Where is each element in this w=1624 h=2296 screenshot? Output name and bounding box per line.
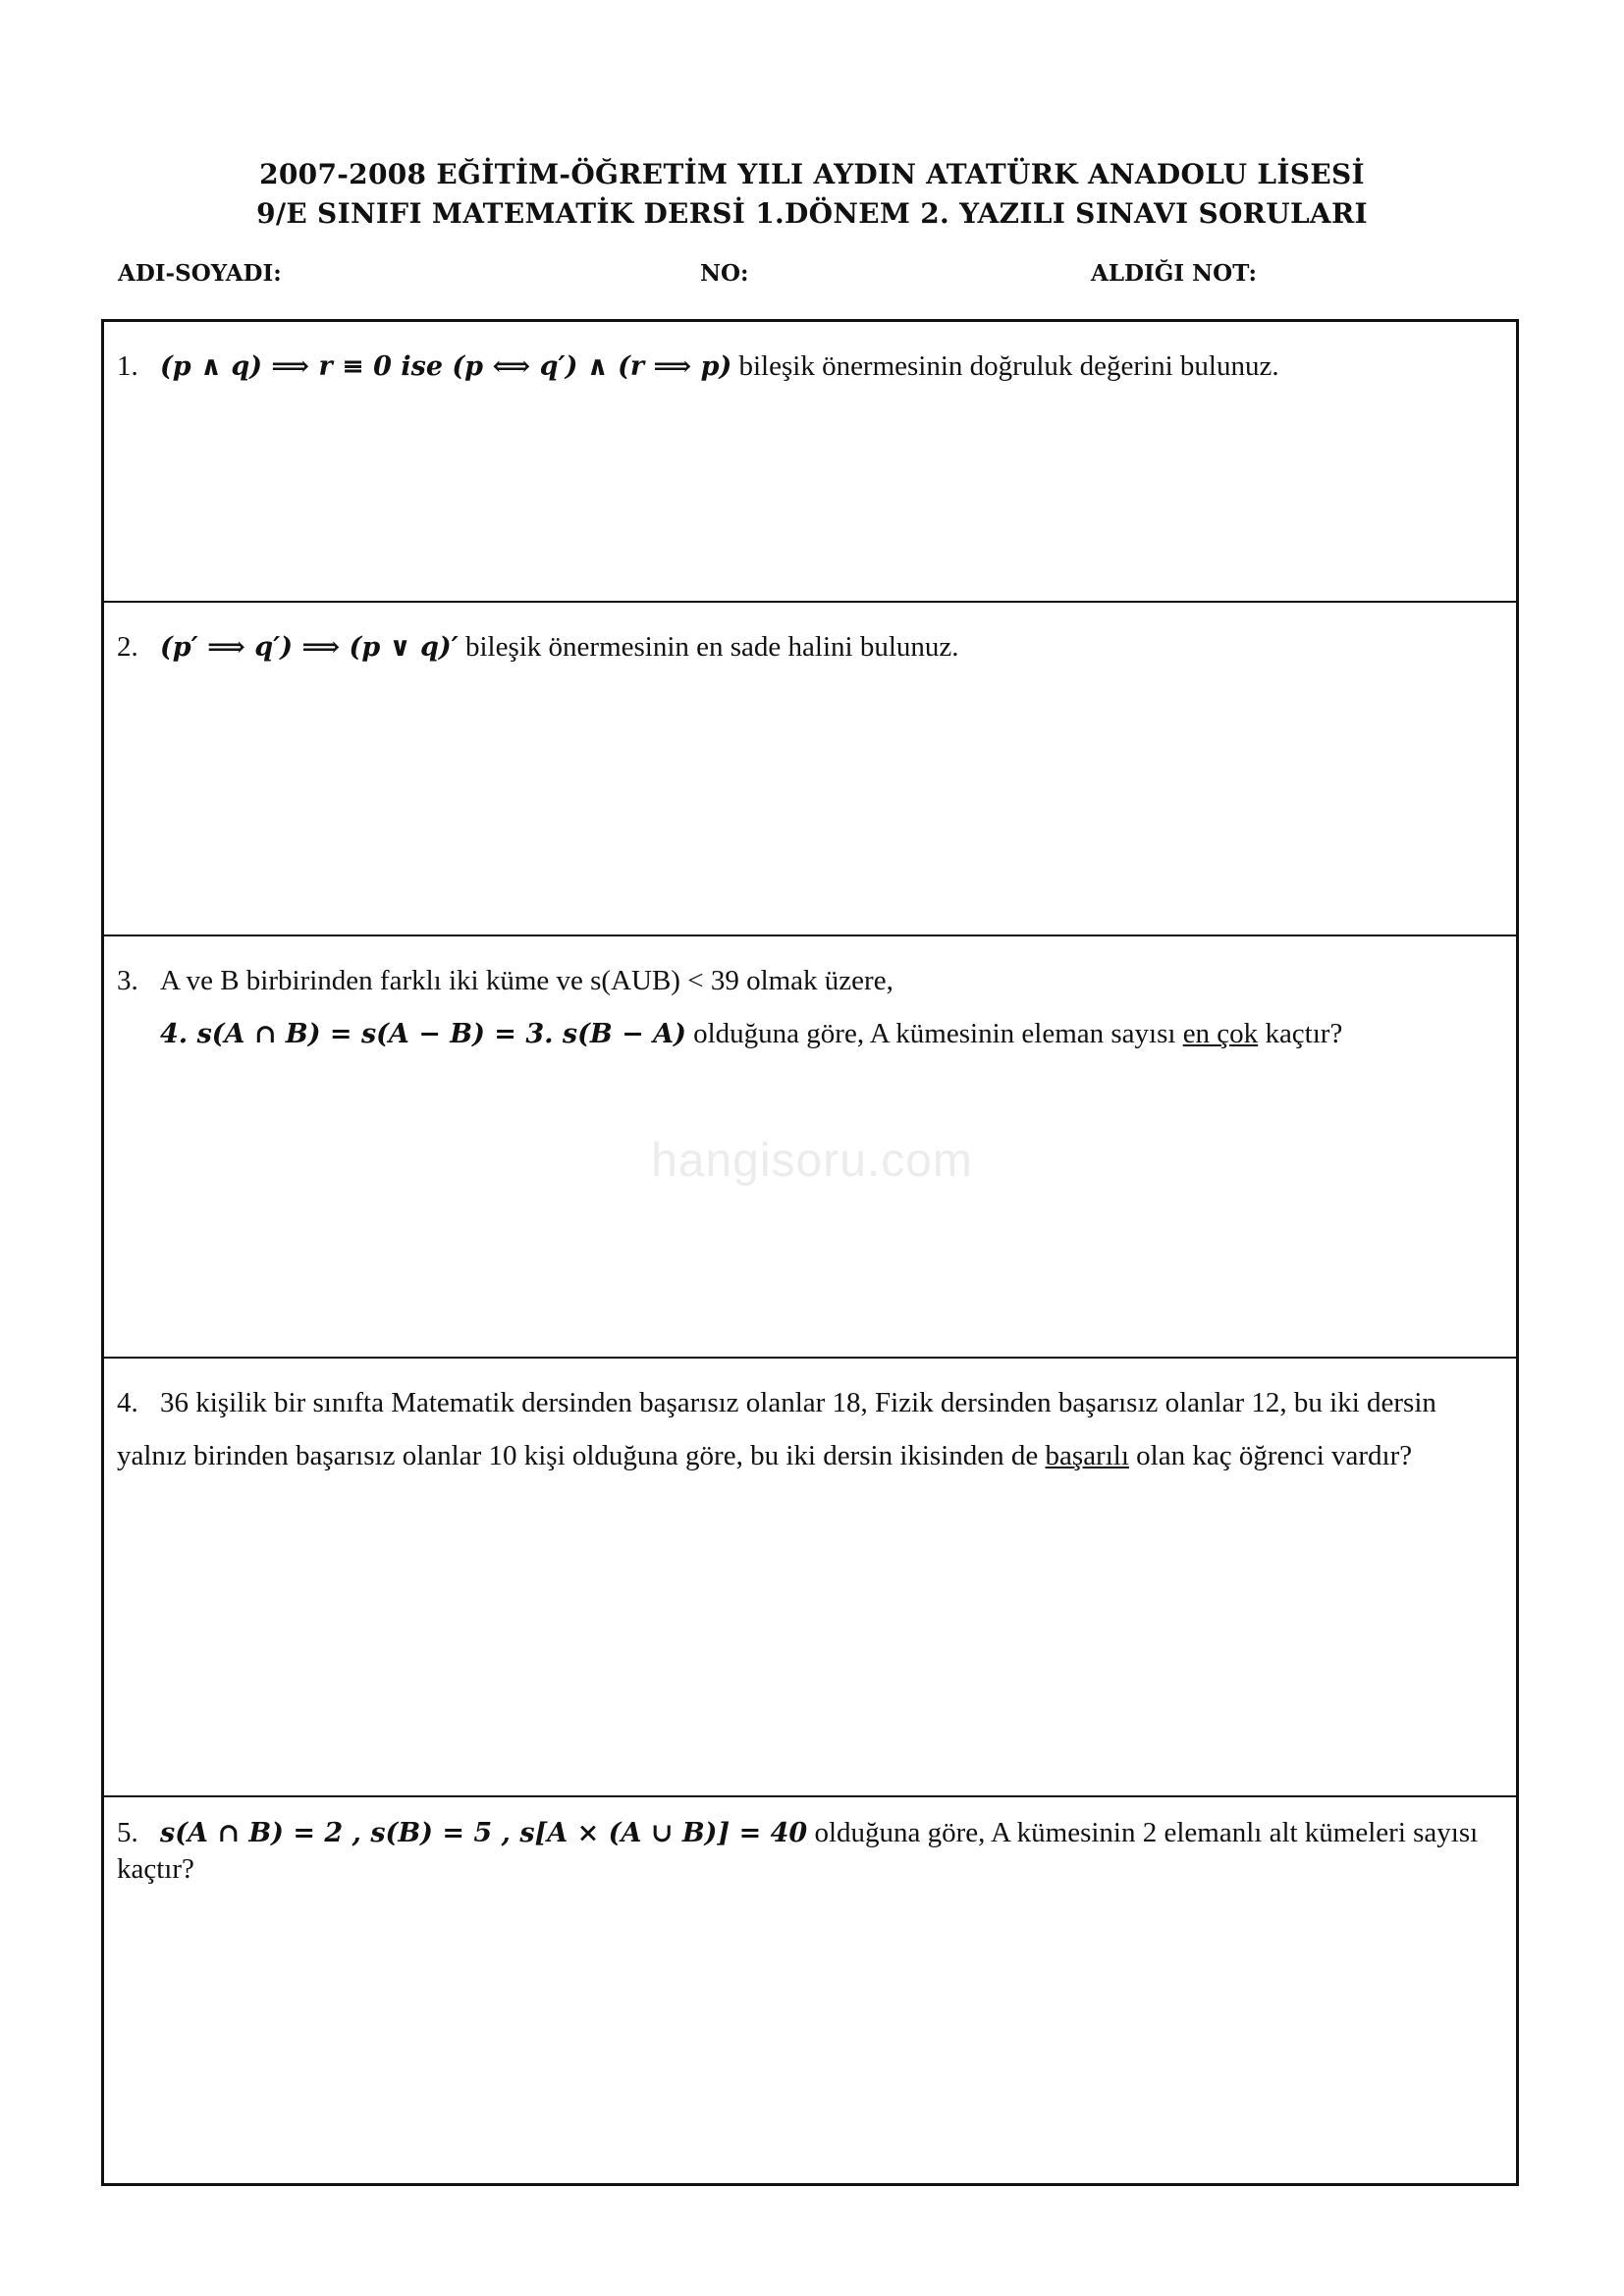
question-number: 3. xyxy=(117,965,138,996)
question-text: bileşik önermesinin en sade halini bulunuz. xyxy=(458,631,959,663)
question-text: A ve B birbirinden farklı iki küme ve s(AUB) < 39 olmak üzere, xyxy=(160,965,893,996)
grade-label: ALDIĞI NOT: xyxy=(1091,260,1257,287)
question-5 xyxy=(101,1795,1519,2184)
frame-bottom-border xyxy=(101,2183,1519,2186)
question-number: 2. xyxy=(117,631,138,663)
question-number: 4. xyxy=(117,1387,138,1418)
question-2 xyxy=(101,601,1519,935)
question-formula: (p ∧ q) ⟹ r ≡ 0 ise (p ⟺ q′) ∧ (r ⟹ p) xyxy=(160,351,732,382)
question-text: kaçtır? xyxy=(1258,1018,1343,1049)
exam-title-line-2: 9/E SINIFI MATEMATİK DERSİ 1.DÖNEM 2. YAZILI SINAVI SORULARI xyxy=(256,197,1368,230)
question-text: 36 kişilik bir sınıfta Matematik dersinden başarısız olanlar 18, Fizik dersinden başarısız olanlar 12, bu iki dersin yalnız birinden başarısız olanlar 10 kişi olduğuna göre, bu iki dersin ikisinden de xyxy=(117,1387,1436,1471)
exam-header xyxy=(0,155,1624,234)
question-formula: 4. s(A ∩ B) = s(A − B) = 3. s(B − A) xyxy=(160,1019,686,1049)
question-4 xyxy=(101,1357,1519,1796)
question-text: olan kaç öğrenci vardır? xyxy=(1128,1440,1413,1471)
underlined-text: başarılı xyxy=(1045,1440,1129,1471)
watermark: hangisoru.com xyxy=(651,1135,973,1187)
question-number: 5. xyxy=(117,1817,138,1848)
question-formula: (p′ ⟹ q′) ⟹ (p ∨ q)′ xyxy=(160,632,459,663)
exam-title-line-1: 2007-2008 EĞİTİM-ÖĞRETİM YILI AYDIN ATATÜRK ANADOLU LİSESİ xyxy=(259,158,1365,190)
number-label: NO: xyxy=(700,260,749,287)
question-text: olduğuna göre, A kümesinin eleman sayısı xyxy=(685,1018,1183,1049)
question-text: bileşik önermesinin doğruluk değerini bulunuz. xyxy=(731,350,1279,382)
question-formula: s(A ∩ B) = 2 , s(B) = 5 , s[A × (A ∪ B)] = 40 xyxy=(160,1818,808,1848)
underlined-text: en çok xyxy=(1182,1018,1259,1049)
name-label: ADI-SOYADI: xyxy=(118,260,282,287)
question-number: 1. xyxy=(117,350,138,382)
question-3 xyxy=(101,934,1519,1358)
question-1 xyxy=(101,319,1519,602)
question-text: olduğuna göre, A kümesinin 2 elemanlı alt kümeleri sayısı kaçtır? xyxy=(117,1817,1479,1885)
